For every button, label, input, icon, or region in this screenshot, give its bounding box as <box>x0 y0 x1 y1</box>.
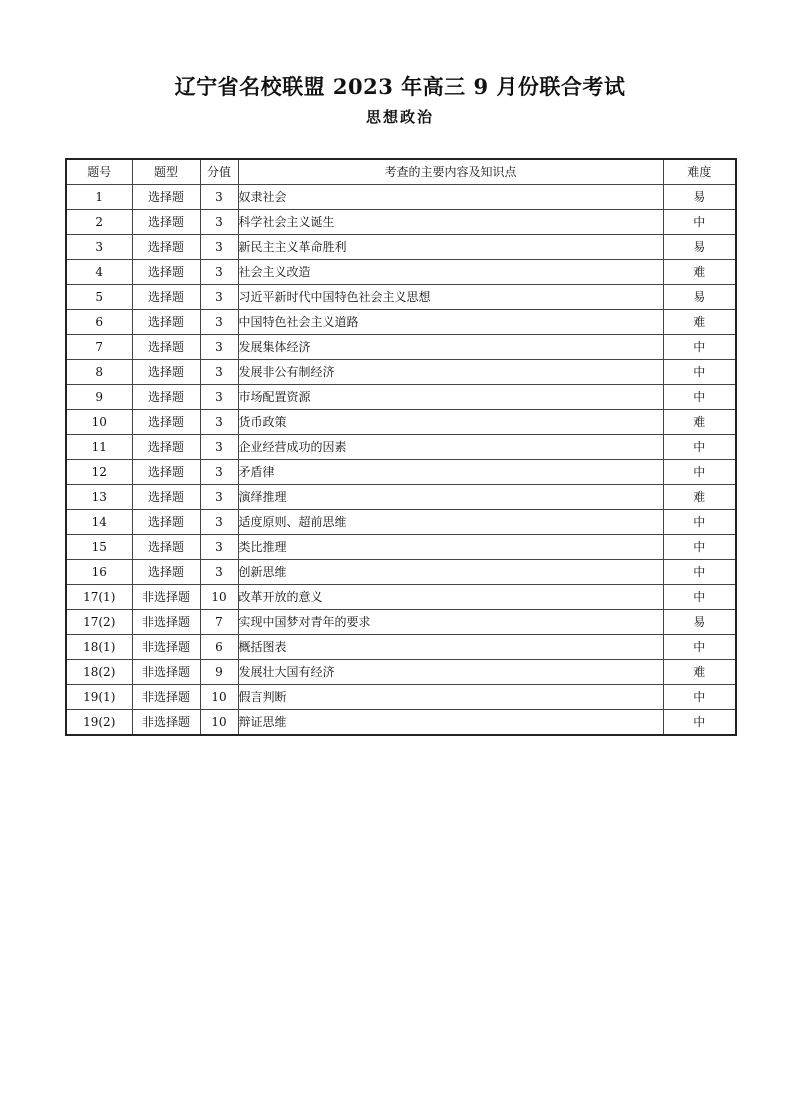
topic-cell: 发展集体经济 <box>238 335 663 360</box>
table-row <box>66 635 736 660</box>
question-number-cell: 18(2) <box>66 660 132 685</box>
question-number-cell: 18(1) <box>66 635 132 660</box>
header-difficulty: 难度 <box>663 159 736 185</box>
difficulty-cell: 中 <box>663 710 736 736</box>
table-row <box>66 435 736 460</box>
table-row <box>66 610 736 635</box>
topic-cell: 演绎推理 <box>238 485 663 510</box>
topic-cell: 科学社会主义诞生 <box>238 210 663 235</box>
difficulty-cell: 中 <box>663 210 736 235</box>
question-number-cell: 12 <box>66 460 132 485</box>
topic-cell: 奴隶社会 <box>238 185 663 210</box>
question-type-cell: 非选择题 <box>132 710 200 736</box>
question-type-cell: 非选择题 <box>132 660 200 685</box>
score-cell: 9 <box>200 660 238 685</box>
difficulty-cell: 中 <box>663 510 736 535</box>
score-cell: 3 <box>200 310 238 335</box>
difficulty-cell: 中 <box>663 460 736 485</box>
table-row <box>66 535 736 560</box>
score-cell: 3 <box>200 235 238 260</box>
difficulty-cell: 难 <box>663 410 736 435</box>
table-row <box>66 385 736 410</box>
difficulty-cell: 难 <box>663 260 736 285</box>
exam-specification-table <box>65 158 737 736</box>
question-number-cell: 17(2) <box>66 610 132 635</box>
table-row <box>66 460 736 485</box>
difficulty-cell: 难 <box>663 310 736 335</box>
question-number-cell: 9 <box>66 385 132 410</box>
question-number-cell: 10 <box>66 410 132 435</box>
topic-cell: 发展非公有制经济 <box>238 360 663 385</box>
question-type-cell: 选择题 <box>132 210 200 235</box>
question-number-cell: 13 <box>66 485 132 510</box>
topic-cell: 货币政策 <box>238 410 663 435</box>
table-row <box>66 660 736 685</box>
score-cell: 3 <box>200 435 238 460</box>
topic-cell: 概括图表 <box>238 635 663 660</box>
question-type-cell: 选择题 <box>132 260 200 285</box>
question-type-cell: 非选择题 <box>132 635 200 660</box>
question-number-cell: 11 <box>66 435 132 460</box>
question-number-cell: 15 <box>66 535 132 560</box>
topic-cell: 矛盾律 <box>238 460 663 485</box>
difficulty-cell: 易 <box>663 235 736 260</box>
score-cell: 3 <box>200 560 238 585</box>
table-row <box>66 210 736 235</box>
topic-cell: 中国特色社会主义道路 <box>238 310 663 335</box>
score-cell: 3 <box>200 410 238 435</box>
question-type-cell: 选择题 <box>132 410 200 435</box>
difficulty-cell: 中 <box>663 685 736 710</box>
question-type-cell: 选择题 <box>132 560 200 585</box>
question-type-cell: 选择题 <box>132 435 200 460</box>
difficulty-cell: 中 <box>663 535 736 560</box>
topic-cell: 适度原则、超前思维 <box>238 510 663 535</box>
topic-cell: 新民主主义革命胜利 <box>238 235 663 260</box>
score-cell: 10 <box>200 710 238 736</box>
question-type-cell: 选择题 <box>132 485 200 510</box>
document-title: 辽宁省名校联盟 2023 年高三 9 月份联合考试 <box>174 74 626 99</box>
question-type-cell: 选择题 <box>132 285 200 310</box>
table-row <box>66 485 736 510</box>
question-type-cell: 选择题 <box>132 510 200 535</box>
difficulty-cell: 中 <box>663 435 736 460</box>
header-topic: 考查的主要内容及知识点 <box>238 159 663 185</box>
question-number-cell: 16 <box>66 560 132 585</box>
difficulty-cell: 易 <box>663 610 736 635</box>
header-score: 分值 <box>200 159 238 185</box>
difficulty-cell: 易 <box>663 285 736 310</box>
table-row <box>66 285 736 310</box>
question-number-cell: 19(2) <box>66 710 132 736</box>
question-type-cell: 选择题 <box>132 385 200 410</box>
difficulty-cell: 中 <box>663 585 736 610</box>
difficulty-cell: 中 <box>663 560 736 585</box>
difficulty-cell: 难 <box>663 660 736 685</box>
score-cell: 7 <box>200 610 238 635</box>
score-cell: 6 <box>200 635 238 660</box>
table-row <box>66 710 736 736</box>
question-type-cell: 选择题 <box>132 185 200 210</box>
score-cell: 3 <box>200 360 238 385</box>
table-header-row <box>66 159 736 185</box>
score-cell: 10 <box>200 585 238 610</box>
score-cell: 3 <box>200 385 238 410</box>
question-type-cell: 非选择题 <box>132 685 200 710</box>
question-number-cell: 19(1) <box>66 685 132 710</box>
question-type-cell: 选择题 <box>132 235 200 260</box>
score-cell: 3 <box>200 485 238 510</box>
question-number-cell: 2 <box>66 210 132 235</box>
topic-cell: 社会主义改造 <box>238 260 663 285</box>
table-row <box>66 185 736 210</box>
topic-cell: 企业经营成功的因素 <box>238 435 663 460</box>
difficulty-cell: 中 <box>663 385 736 410</box>
score-cell: 3 <box>200 210 238 235</box>
score-cell: 3 <box>200 260 238 285</box>
topic-cell: 实现中国梦对青年的要求 <box>238 610 663 635</box>
document-subtitle: 思想政治 <box>365 108 434 126</box>
score-cell: 3 <box>200 460 238 485</box>
topic-cell: 市场配置资源 <box>238 385 663 410</box>
score-cell: 3 <box>200 510 238 535</box>
question-type-cell: 选择题 <box>132 360 200 385</box>
question-number-cell: 1 <box>66 185 132 210</box>
score-cell: 3 <box>200 285 238 310</box>
table-row <box>66 410 736 435</box>
header-question-type: 题型 <box>132 159 200 185</box>
topic-cell: 类比推理 <box>238 535 663 560</box>
question-number-cell: 8 <box>66 360 132 385</box>
question-number-cell: 3 <box>66 235 132 260</box>
difficulty-cell: 易 <box>663 185 736 210</box>
difficulty-cell: 中 <box>663 335 736 360</box>
score-cell: 3 <box>200 535 238 560</box>
topic-cell: 假言判断 <box>238 685 663 710</box>
question-type-cell: 选择题 <box>132 310 200 335</box>
question-number-cell: 7 <box>66 335 132 360</box>
topic-cell: 改革开放的意义 <box>238 585 663 610</box>
score-cell: 10 <box>200 685 238 710</box>
table-row <box>66 260 736 285</box>
header-question-number: 题号 <box>66 159 132 185</box>
table-row <box>66 335 736 360</box>
difficulty-cell: 中 <box>663 635 736 660</box>
table-row <box>66 560 736 585</box>
table-row <box>66 510 736 535</box>
table-row <box>66 585 736 610</box>
score-cell: 3 <box>200 185 238 210</box>
question-type-cell: 选择题 <box>132 460 200 485</box>
table-row <box>66 310 736 335</box>
topic-cell: 习近平新时代中国特色社会主义思想 <box>238 285 663 310</box>
score-cell: 3 <box>200 335 238 360</box>
question-type-cell: 选择题 <box>132 535 200 560</box>
topic-cell: 创新思维 <box>238 560 663 585</box>
question-type-cell: 非选择题 <box>132 585 200 610</box>
table-row <box>66 685 736 710</box>
question-type-cell: 选择题 <box>132 335 200 360</box>
difficulty-cell: 难 <box>663 485 736 510</box>
table-row <box>66 360 736 385</box>
question-number-cell: 4 <box>66 260 132 285</box>
question-number-cell: 17(1) <box>66 585 132 610</box>
question-type-cell: 非选择题 <box>132 610 200 635</box>
difficulty-cell: 中 <box>663 360 736 385</box>
question-number-cell: 14 <box>66 510 132 535</box>
topic-cell: 发展壮大国有经济 <box>238 660 663 685</box>
question-number-cell: 6 <box>66 310 132 335</box>
question-number-cell: 5 <box>66 285 132 310</box>
topic-cell: 辩证思维 <box>238 710 663 736</box>
table-row <box>66 235 736 260</box>
